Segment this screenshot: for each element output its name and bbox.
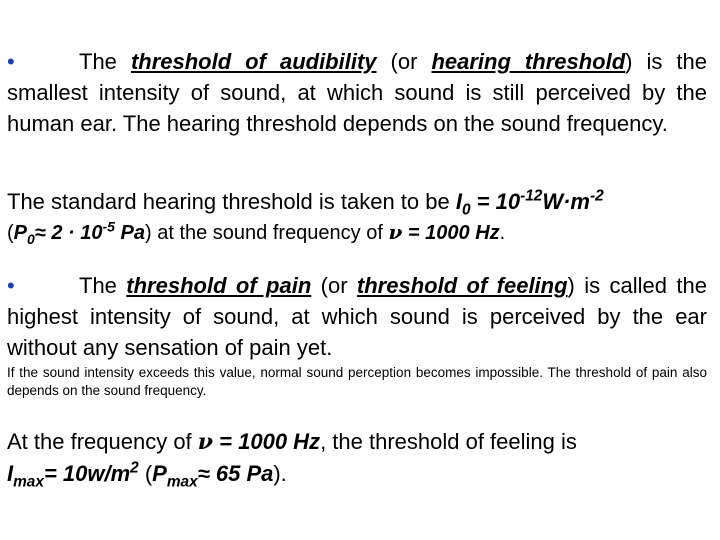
nu-symbol: ν [388, 220, 403, 244]
feeling-threshold-paragraph [7, 426, 707, 489]
bullet-audibility [7, 46, 707, 139]
pmax-formula: $P_{max}\approx 65$ Pa [152, 461, 274, 491]
text-rest: ) is the smallest intensity of sound, at which sound is still perceived by the human ear. The hearing threshold depends on the sound frequency. [7, 49, 707, 136]
bullet-icon: • [7, 273, 15, 298]
standard-threshold-paragraph [7, 186, 707, 249]
feeling-line-1: At the frequency of ν = 1000 Hz, the threshold of feeling is [7, 429, 577, 455]
text-mid: (or [376, 49, 432, 74]
term-threshold-of-audibility: threshold of audibility [130, 49, 377, 74]
note-paragraph: If the sound intensity exceeds this value, normal sound perception becomes impossible. The threshold of pain also depends on the sound frequency. [7, 365, 707, 398]
feeling-line-2: $I_{max}= 10w/m^2$ ($P_{max}\approx 65$ Pa). [7, 459, 287, 491]
bullet-pain [7, 270, 707, 363]
text-rest: ) is called the highest intensity of sound, at which sound is perceived by the ear without any sensation of pain yet. [7, 273, 707, 360]
standard-line-2: ($P_0\approx 2 \cdot 10^{-5}$ Pa) at the sound frequency of ν = 1000 Hz. [7, 218, 506, 247]
standard-text: The standard hearing threshold is taken to be [7, 189, 456, 214]
frequency-value: = 1000 Hz [213, 429, 321, 454]
p0-formula: $P_0\approx 2 \cdot 10^{-5}$ Pa [13, 218, 145, 247]
term-threshold-of-pain: threshold of pain [126, 273, 312, 298]
nu-symbol: ν [197, 429, 214, 455]
frequency-value: = 1000 Hz [402, 222, 500, 244]
text-prefix: The [79, 273, 127, 298]
text-mid: (or [311, 273, 357, 298]
bullet-icon: • [7, 49, 15, 74]
standard-line-1 [7, 186, 707, 217]
i0-formula: $I_0 = 10^{-12}W\cdot m^{-2}$ [455, 187, 604, 219]
term-threshold-of-feeling: threshold of feeling [356, 273, 568, 298]
term-hearing-threshold: hearing threshold [431, 49, 626, 74]
text-prefix: The [79, 49, 131, 74]
imax-formula: $I_{max}= 10w/m^2$ [7, 459, 139, 491]
